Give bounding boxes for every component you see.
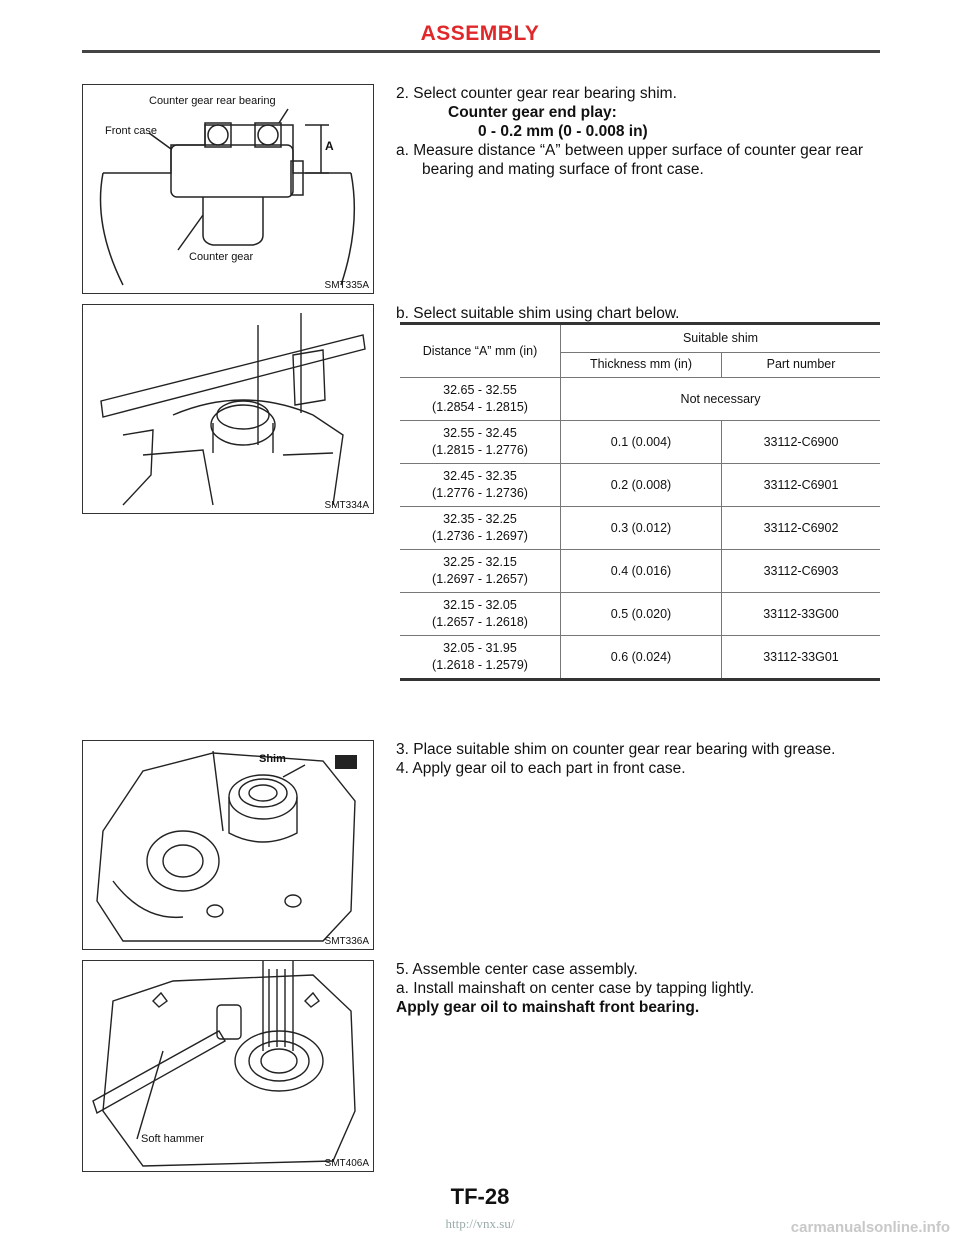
step3: 3. Place suitable shim on counter gear rear bearing with grease. — [396, 741, 836, 758]
figure-code: SMT406A — [324, 1158, 369, 1169]
step5-item-a: a. Install mainshaft on center case by tapping lightly. — [396, 980, 755, 997]
distance-in: (1.2697 - 1.2657) — [432, 572, 528, 586]
figure-soft-hammer — [82, 960, 374, 1172]
footer-url[interactable]: http://vnx.su/ — [445, 1216, 515, 1231]
step2-block — [396, 84, 880, 179]
soft-hammer-illustration — [83, 961, 373, 1171]
col-thickness: Thickness mm (in) — [561, 352, 722, 377]
figure-measuring — [82, 304, 374, 514]
spec-value: 0 - 0.2 mm (0 - 0.008 in) — [478, 123, 648, 140]
distance-in: (1.2618 - 1.2579) — [432, 658, 528, 672]
table-row — [400, 550, 880, 593]
table-row — [400, 507, 880, 550]
table-row — [400, 378, 880, 421]
part-number: 33112-33G00 — [722, 593, 881, 636]
label-counter-gear: Counter gear — [189, 251, 254, 263]
distance-in: (1.2776 - 1.2736) — [432, 486, 528, 500]
distance-mm: 32.35 - 32.25 — [443, 512, 517, 526]
header-rule — [82, 50, 880, 53]
figure-code: SMT336A — [324, 936, 369, 947]
step5-block — [396, 960, 880, 1017]
distance-mm: 32.55 - 32.45 — [443, 426, 517, 440]
thickness: 0.6 (0.024) — [561, 636, 722, 680]
page-header — [0, 22, 960, 46]
figure-shim — [82, 740, 374, 950]
thickness: 0.4 (0.016) — [561, 550, 722, 593]
step2-item-b-block — [396, 304, 880, 323]
shim-table — [400, 322, 880, 681]
distance-mm: 32.45 - 32.35 — [443, 469, 517, 483]
measuring-illustration — [83, 305, 373, 513]
col-suitable: Suitable shim — [561, 324, 881, 353]
step2-item-b: b. Select suitable shim using chart below. — [396, 305, 680, 322]
thickness: 0.3 (0.012) — [561, 507, 722, 550]
table-row — [400, 636, 880, 680]
not-necessary: Not necessary — [561, 378, 881, 421]
col-distance: Distance “A” mm (in) — [400, 324, 561, 378]
thickness: 0.5 (0.020) — [561, 593, 722, 636]
step5-note: Apply gear oil to mainshaft front bearing. — [396, 999, 700, 1016]
part-number: 33112-33G01 — [722, 636, 881, 680]
label-counter-gear-rear-bearing: Counter gear rear bearing — [149, 95, 276, 107]
step5-heading: 5. Assemble center case assembly. — [396, 961, 638, 978]
distance-in: (1.2815 - 1.2776) — [432, 443, 528, 457]
part-number: 33112-C6903 — [722, 550, 881, 593]
part-number: 33112-C6901 — [722, 464, 881, 507]
label-front-case: Front case — [105, 125, 157, 137]
part-number: 33112-C6902 — [722, 507, 881, 550]
watermark: carmanualsonline.info — [790, 1219, 950, 1236]
label-shim: Shim — [259, 753, 286, 765]
figure-code: SMT335A — [324, 280, 369, 291]
distance-mm: 32.65 - 32.55 — [443, 383, 517, 397]
label-distance-a: A — [325, 139, 334, 153]
table-row — [400, 464, 880, 507]
distance-mm: 32.25 - 32.15 — [443, 555, 517, 569]
col-part-number: Part number — [722, 352, 881, 377]
spec-label: Counter gear end play: — [448, 104, 617, 121]
step2-item-a: a. Measure distance “A” between upper surface of counter gear rear bearing and mating surface of front case. — [396, 142, 863, 178]
part-number: 33112-C6900 — [722, 421, 881, 464]
distance-in: (1.2657 - 1.2618) — [432, 615, 528, 629]
distance-mm: 32.05 - 31.95 — [443, 641, 517, 655]
figure-code: SMT334A — [324, 500, 369, 511]
section-title: ASSEMBLY — [420, 22, 540, 45]
figure-counter-gear-bearing — [82, 84, 374, 294]
step3-4-block — [396, 740, 880, 778]
thickness: 0.2 (0.008) — [561, 464, 722, 507]
page-number: TF-28 — [450, 1184, 510, 1209]
table-row — [400, 593, 880, 636]
distance-mm: 32.15 - 32.05 — [443, 598, 517, 612]
step2-heading: 2. Select counter gear rear bearing shim. — [396, 85, 677, 102]
table-row — [400, 421, 880, 464]
distance-in: (1.2736 - 1.2697) — [432, 529, 528, 543]
step4: 4. Apply gear oil to each part in front case. — [396, 760, 686, 777]
thickness: 0.1 (0.004) — [561, 421, 722, 464]
distance-in: (1.2854 - 1.2815) — [432, 400, 528, 414]
label-soft-hammer: Soft hammer — [141, 1133, 204, 1145]
shim-illustration — [83, 741, 373, 949]
